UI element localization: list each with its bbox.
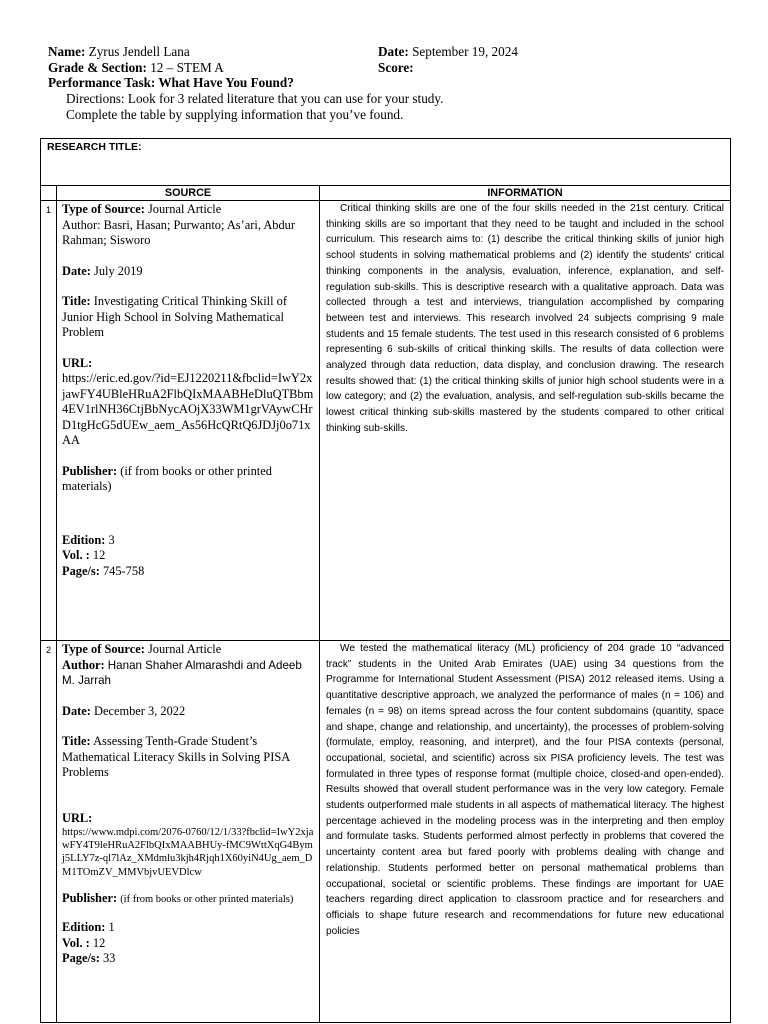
table-row [41,201,731,641]
author-label: Author: [62,217,101,232]
edition-label: Edition: [62,532,106,547]
table-header-row [41,186,731,201]
information-text: Critical thinking skills are one of the four skills needed in the 21st century. Critical thinking skills are so important that they need to be taught and included in the school curriculum. This research aims to: (1) describe the critical thinking skills of junior high school students in solving mathematical problems and (2) identify the students' critical thinking components in the analysis, evaluation, inference, explanation, and self-regulation sub-skills. This is descriptive research with a qualitative approach. Data was collected through a test and interviews, triangulation accomplished by comparing between test and interviews. This research involved 24 subjects comprising 9 male students and 15 female students. The test used in this research consisted of 6 problems representing 6 sub-skills of critical thinking skills. The results of data collection were analyzed through data reduction, data display, and conclusion drawing. The research results showed that: (1) the critical thinking skills of junior high school students were in a low category; and (2) the evaluation, analysis, and self-regulation sub-skills became the lowest critical thinking sub-skills mastered by the students compared to other critical thinking sub-skills. [326,203,725,434]
publisher [62,891,315,907]
task-title [48,75,294,91]
date-value: September 19, 2024 [412,44,518,59]
pages-label: Page/s: [62,563,100,578]
information-cell[interactable] [320,641,731,1023]
source-date-label: Date: [62,263,91,278]
source-url-label [62,811,315,827]
directions-line-2: Complete the table by supplying information that you’ve found. [66,107,404,122]
source-url[interactable]: https://www.mdpi.com/2076-0760/12/1/33?fbclid=IwY2xjawFY4T9leHRuA2FlbQIxMAABHUy-fMC9WttXqG4Bymj5LLY7z-ql7lAz_XMdmlu3kjh4Rjqh1X60yiN4Ug_aem_DM1TOmZV_MMVbjvUEVDlcw [62,827,314,878]
header-source: SOURCE [57,186,320,201]
score-label: Score: [378,60,414,75]
row-number: 1 [41,201,57,641]
edition-value: 1 [108,920,115,935]
grade-line [48,60,224,76]
grade-label: Grade & Section: [48,60,147,75]
source-type-label: Type of Source: [62,202,145,216]
volume-label: Vol. : [62,548,90,562]
literature-table [40,138,731,1023]
source-title-label: Title: [62,294,91,308]
edition-value: 3 [108,532,115,547]
pages [62,564,315,580]
research-title-cell[interactable] [41,139,731,186]
volume-label: Vol. : [62,935,90,950]
edition [62,920,315,936]
source-url[interactable]: https://eric.ed.gov/?id=EJ1220211&fbclid=IwY2xjawFY4UBleHRuA2FlbQIxMAABHeDluQTBbm4EV1rlNH36CtjBbNycAOjX33WM1grVAywCHrD1tgHcG5dUEw_aem_As56HcQRtQ6JDJj0o71xAA [62,371,314,447]
source-date-label: Date: [62,703,91,718]
edition-label: Edition: [62,920,106,935]
source-date-value: July 2019 [94,263,143,278]
research-title-row [41,139,731,186]
source-date [62,264,315,280]
source-cell[interactable] [57,201,320,641]
student-name: Zyrus Jendell Lana [88,44,190,59]
source-date-value: December 3, 2022 [94,703,186,718]
grade-value: 12 – STEM A [150,60,224,75]
pages-value: 745-758 [102,563,145,578]
task-title-text: Performance Task: What Have You Found? [48,75,294,90]
publisher-label: Publisher: [62,890,118,905]
url-label: URL: [62,355,93,370]
source-type-value: Journal Article [147,642,222,656]
source-title [62,734,315,781]
source-type-label: Type of Source: [62,642,145,656]
volume-value: 12 [92,935,106,950]
date-label: Date: [378,44,409,59]
header-information: INFORMATION [320,186,731,201]
row-number: 2 [41,641,57,1023]
score-line [378,60,414,76]
table-row [41,641,731,1023]
source-title-label: Title: [62,734,91,748]
pages-label: Page/s: [62,951,100,966]
source-url-label [62,356,315,372]
source-type-value: Journal Article [147,202,222,216]
header-num-cell [41,186,57,201]
publisher-label: Publisher: [62,463,118,478]
name-line [48,44,190,60]
information-text: We tested the mathematical literacy (ML) proficiency of 204 grade 10 “advanced track” students in the United Arab Emirates (UAE) using 34 questions from the Programme for International Student Assessment (PISA) 2012 released items. Using a quantitative descriptive approach, we analyzed the performance of males (n = 106) and females (n = 98) on items spread across the four content subdomains (quantity, space and shape, change and relationship, and uncertainty), the processes of problem-solving (formulate, employ, reasoning, and interpret), and the four PISA contexts (personal, occupational, societal, and scientific) across six PISA proficiency levels. The test was formulated in three types of response format (multiple choice, closed-and open-ended). Results showed that overall student performance was in the very low category. Female students outperformed male students in all aspects of mathematical literacy. The highest percentage achieved in the modeling process was in the interpreting and then employ and formulate tasks. Students performed almost perfectly in problems that covered the uncertainty content area but fared poorly with problems dealing with change and relationship. Students performed better on personal mathematical problems than occupational, societal or scientific problems. These findings are important for UAE teachers regarding direct application to classroom practice and for researchers and officials to shape future research and recommendations for future new educational policies [326,643,725,937]
source-type [62,202,315,218]
url-label: URL: [62,810,93,825]
author [62,218,315,249]
date-line [378,44,518,60]
source-cell[interactable] [57,641,320,1023]
pages [62,951,315,967]
source-title-value: Assessing Tenth-Grade Student’s Mathematical Literacy Skills in Solving PISA Problems [62,734,290,779]
volume [62,548,315,564]
author [62,658,315,689]
research-title-label: RESEARCH TITLE: [47,141,142,153]
author-value: Basri, Hasan; Purwanto; As’ari, Abdur Rahman; Sisworo [62,217,295,247]
publisher-value: (if from books or other printed materials) [120,893,294,905]
volume-value: 12 [92,548,106,562]
directions-line-1: Directions: Look for 3 related literature that you can use for your study. [66,91,444,106]
volume [62,936,315,952]
author-label: Author: [62,657,105,672]
source-type [62,642,315,658]
source-title-value: Investigating Critical Thinking Skill of Junior High School in Solving Mathematical Problem [62,294,287,339]
pages-value: 33 [102,951,116,966]
publisher-value: (if from books or other printed materials) [62,463,272,493]
information-cell[interactable] [320,201,731,641]
edition [62,533,315,549]
publisher [62,464,315,495]
source-title [62,294,315,341]
source-date [62,704,315,720]
name-label: Name: [48,44,86,59]
author-value: Hanan Shaher Almarashdi and Adeeb M. Jarrah [62,658,302,687]
